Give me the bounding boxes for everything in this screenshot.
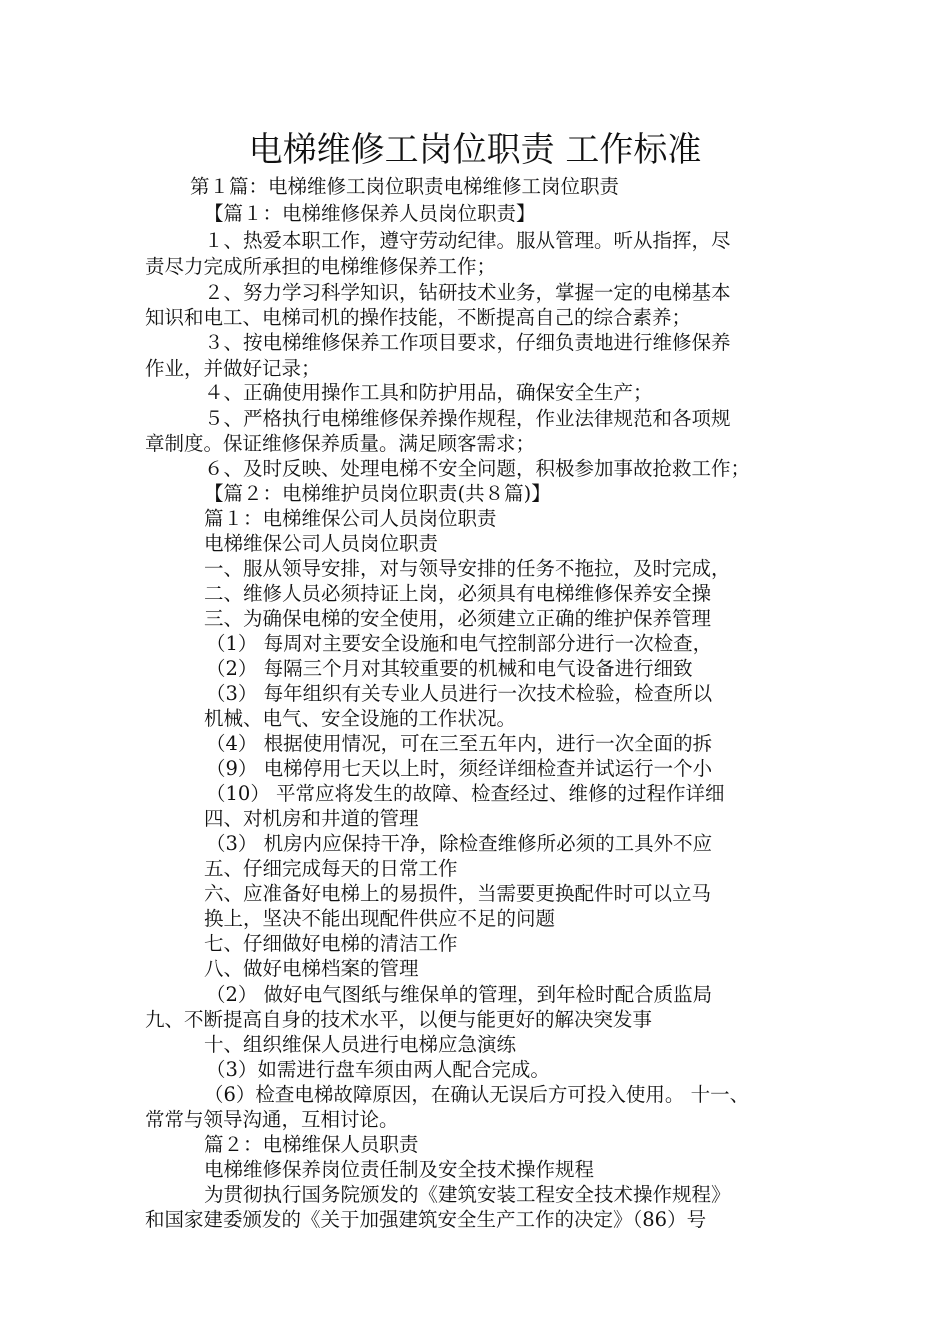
- text-line: 和国家建委颁发的《关于加强建筑安全生产工作的决定》（86）号: [145, 1208, 707, 1231]
- text-line: 八、做好电梯档案的管理: [204, 957, 419, 980]
- text-line: （4） 根据使用情况，可在三至五年内，进行一次全面的拆: [206, 732, 713, 755]
- text-line: （3） 每年组织有关专业人员进行一次技术检验，检查所以: [206, 682, 713, 705]
- text-line: （1） 每周对主要安全设施和电气控制部分进行一次检查，: [206, 632, 713, 655]
- text-line: 为贯彻执行国务院颁发的《建筑安装工程安全技术操作规程》: [204, 1183, 731, 1206]
- text-line: （10） 平常应将发生的故障、检查经过、维修的过程作详细: [206, 782, 725, 805]
- text-line: １、热爱本职工作，遵守劳动纪律。服从管理。听从指挥，尽: [204, 229, 731, 252]
- text-line: 篇２：电梯维保人员职责: [204, 1133, 419, 1156]
- text-line: 九、不断提高自身的技术水平，以便与能更好的解决突发事: [145, 1008, 653, 1031]
- text-line: 十、组织维保人员进行电梯应急演练: [204, 1033, 517, 1056]
- text-line: 【篇２：电梯维护员岗位职责(共８篇)】: [204, 482, 551, 505]
- text-line: （9） 电梯停用七天以上时，须经详细检查并试运行一个小: [206, 757, 713, 780]
- text-line: 三、为确保电梯的安全使用，必须建立正确的维护保养管理: [204, 607, 712, 630]
- text-line: 【篇１：电梯维修保养人员岗位职责】: [204, 202, 536, 225]
- text-line: 作业，并做好记录；: [145, 357, 321, 380]
- text-line: 机械、电气、安全设施的工作状况。: [204, 707, 517, 730]
- text-line: 篇１：电梯维保公司人员岗位职责: [204, 507, 497, 530]
- text-line: 电梯维保公司人员岗位职责: [204, 532, 439, 555]
- text-line: 一、服从领导安排，对与领导安排的任务不拖拉，及时完成，: [204, 557, 731, 580]
- text-line: 七、仔细做好电梯的清洁工作: [204, 932, 458, 955]
- text-line: ２、努力学习科学知识，钻研技术业务，掌握一定的电梯基本: [204, 281, 731, 304]
- text-line: 知识和电工、电梯司机的操作技能，不断提高自己的综合素养；: [145, 306, 692, 329]
- text-line: ６、及时反映、处理电梯不安全问题，积极参加事故抢救工作；: [204, 457, 751, 480]
- text-line: 换上，坚决不能出现配件供应不足的问题: [204, 907, 556, 930]
- text-line: （3）如需进行盘车须由两人配合完成。: [206, 1058, 550, 1081]
- text-line: 五、仔细完成每天的日常工作: [204, 857, 458, 880]
- text-line: ３、按电梯维修保养工作项目要求，仔细负责地进行维修保养: [204, 331, 731, 354]
- document-title: 电梯维修工岗位职责 工作标准: [248, 130, 702, 170]
- text-line: ４、正确使用操作工具和防护用品，确保安全生产；: [204, 381, 653, 404]
- text-line: （3） 机房内应保持干净，除检查维修所必须的工具外不应: [206, 832, 713, 855]
- text-line: （2） 做好电气图纸与维保单的管理，到年检时配合质监局: [206, 983, 713, 1006]
- text-line: 四、对机房和井道的管理: [204, 807, 419, 830]
- text-line: 六、应准备好电梯上的易损件，当需要更换配件时可以立马: [204, 882, 712, 905]
- text-line: ５、严格执行电梯维修保养操作规程，作业法律规范和各项规: [204, 407, 731, 430]
- text-line: 二、维修人员必须持证上岗，必须具有电梯维修保养安全操: [204, 582, 712, 605]
- text-line: 责尽力完成所承担的电梯维修保养工作；: [145, 255, 497, 278]
- text-line: （6）检查电梯故障原因，在确认无误后方可投入使用。 十一、: [204, 1083, 750, 1106]
- text-line: （2） 每隔三个月对其较重要的机械和电气设备进行细致: [206, 657, 693, 680]
- text-line: 常常与领导沟通，互相讨论。: [145, 1108, 399, 1131]
- text-line: 电梯维修保养岗位责任制及安全技术操作规程: [204, 1158, 595, 1181]
- text-line: 章制度。保证维修保养质量。满足顾客需求；: [145, 432, 536, 455]
- text-line: 第１篇：电梯维修工岗位职责电梯维修工岗位职责: [190, 175, 620, 198]
